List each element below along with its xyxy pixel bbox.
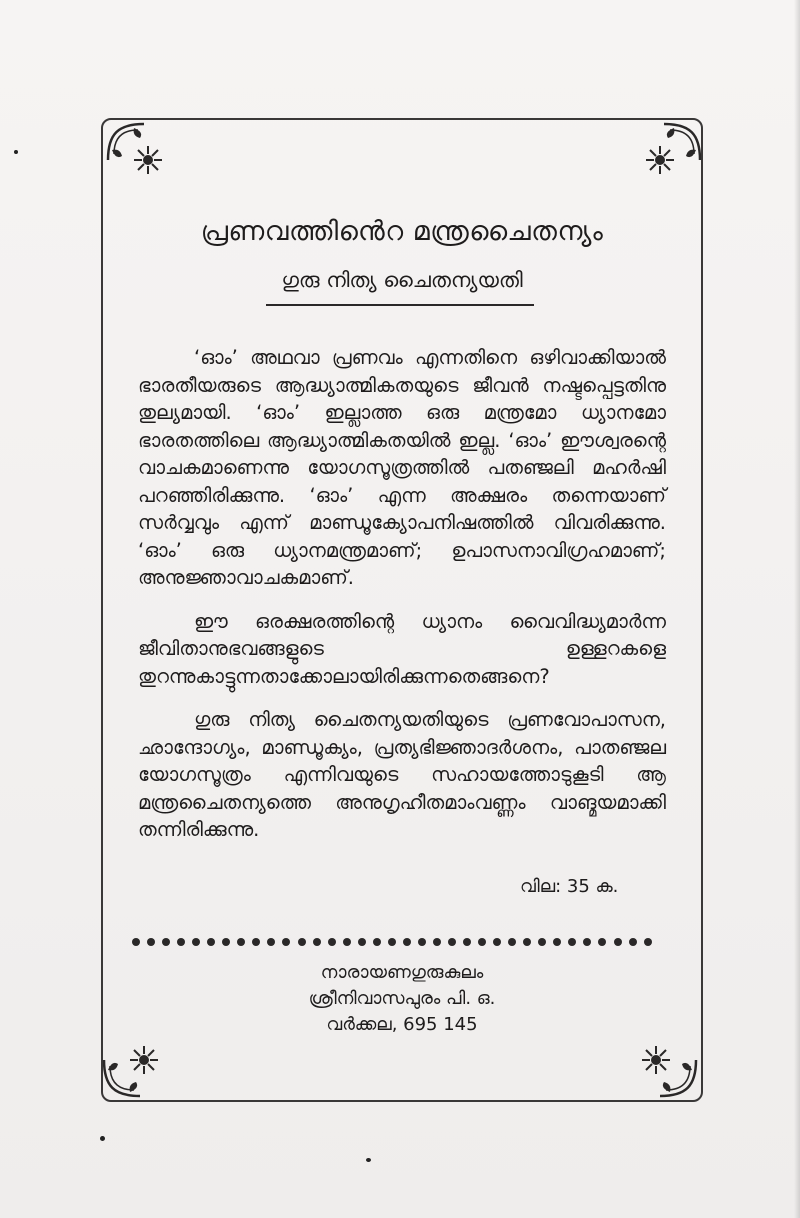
print-speck [100, 1136, 105, 1141]
publisher-name: നാരായണഗുരുകുലം [320, 962, 484, 983]
corner-ornament-icon [104, 120, 168, 184]
publisher-city: വർക്കല, 695 145 [326, 1014, 478, 1035]
book-author: ഗുരു നിത്യ ചൈതന്യയതി [281, 268, 523, 292]
blurb [138, 344, 666, 860]
publisher-block [101, 960, 703, 1038]
corner-ornament-icon [100, 1036, 164, 1100]
print-speck [366, 1158, 371, 1162]
blurb-paragraph: ‘ഓം’ അഥവാ പ്രണവം എന്നതിനെ ഒഴിവാക്കിയാൽ ഭാരതീയരുടെ ആദ്ധ്യാത്മികതയുടെ ജീവൻ നഷ്ടപ്പെട്ടതിനു തുല്യമായി. ‘ഓം’ ഇല്ലാത്ത ഒരു മന്ത്രമോ ധ്യാനമോ ഭാരതത്തിലെ ആദ്ധ്യാത്മികതയിൽ ഇല്ല. ‘ഓം’ ഈശ്വരന്റെ വാചകമാണെന്നു യോഗസൂത്രത്തിൽ പതഞ്ജലി മഹർഷി പറഞ്ഞിരിക്കുന്നു. ‘ഓം’ എന്ന അക്ഷരം തന്നെയാണ് സർവ്വവും എന്ന് മാണ്ഡൂക്യോപനിഷത്തിൽ വിവരിക്കുന്നു. ‘ഓം’ ഒരു ധ്യാനമന്ത്രമാണ്; ഉപാസനാവിഗ്രഹമാണ്; അനുജ്ഞാവാചകമാണ്. [138, 346, 666, 589]
blurb-paragraph: ഗുരു നിത്യ ചൈതന്യയതിയുടെ പ്രണവോപാസന, ഛാന്ദോഗ്യം, മാണ്ഡൂക്യം, പ്രത്യഭിജ്ഞാദർശനം, പാതഞ്ജല യോഗസൂത്രം എന്നിവയുടെ സഹായത്തോടുകൂടി ആ മന്ത്രചൈതന്യത്തെ അനുഗൃഹീതമാംവണ്ണം വാങ്മയമാക്കി തന്നിരിക്കുന്നു. [138, 708, 666, 841]
corner-ornament-icon [636, 1036, 700, 1100]
publisher-post: ശ്രീനിവാസപുരം പി. ഒ. [308, 988, 496, 1009]
spine-shadow [794, 0, 800, 1218]
blurb-paragraph: ഈ ഒരക്ഷരത്തിന്റെ ധ്യാനം വൈവിദ്ധ്യമാർന്ന ജീവിതാനുഭവങ്ങളുടെ ഉള്ളറകളെ തുറന്നുകാട്ടുന്നതാക്കോലായിരിക്കുന്നതെങ്ങനെ? [138, 609, 666, 688]
dotted-separator [132, 936, 652, 948]
price: വില: 35 ക. [520, 876, 619, 897]
book-title: പ്രണവത്തിൻെറ മന്ത്രചൈതന്യം [200, 216, 604, 247]
corner-ornament-icon [640, 120, 704, 184]
print-speck [14, 150, 18, 154]
author-underline [266, 304, 534, 306]
